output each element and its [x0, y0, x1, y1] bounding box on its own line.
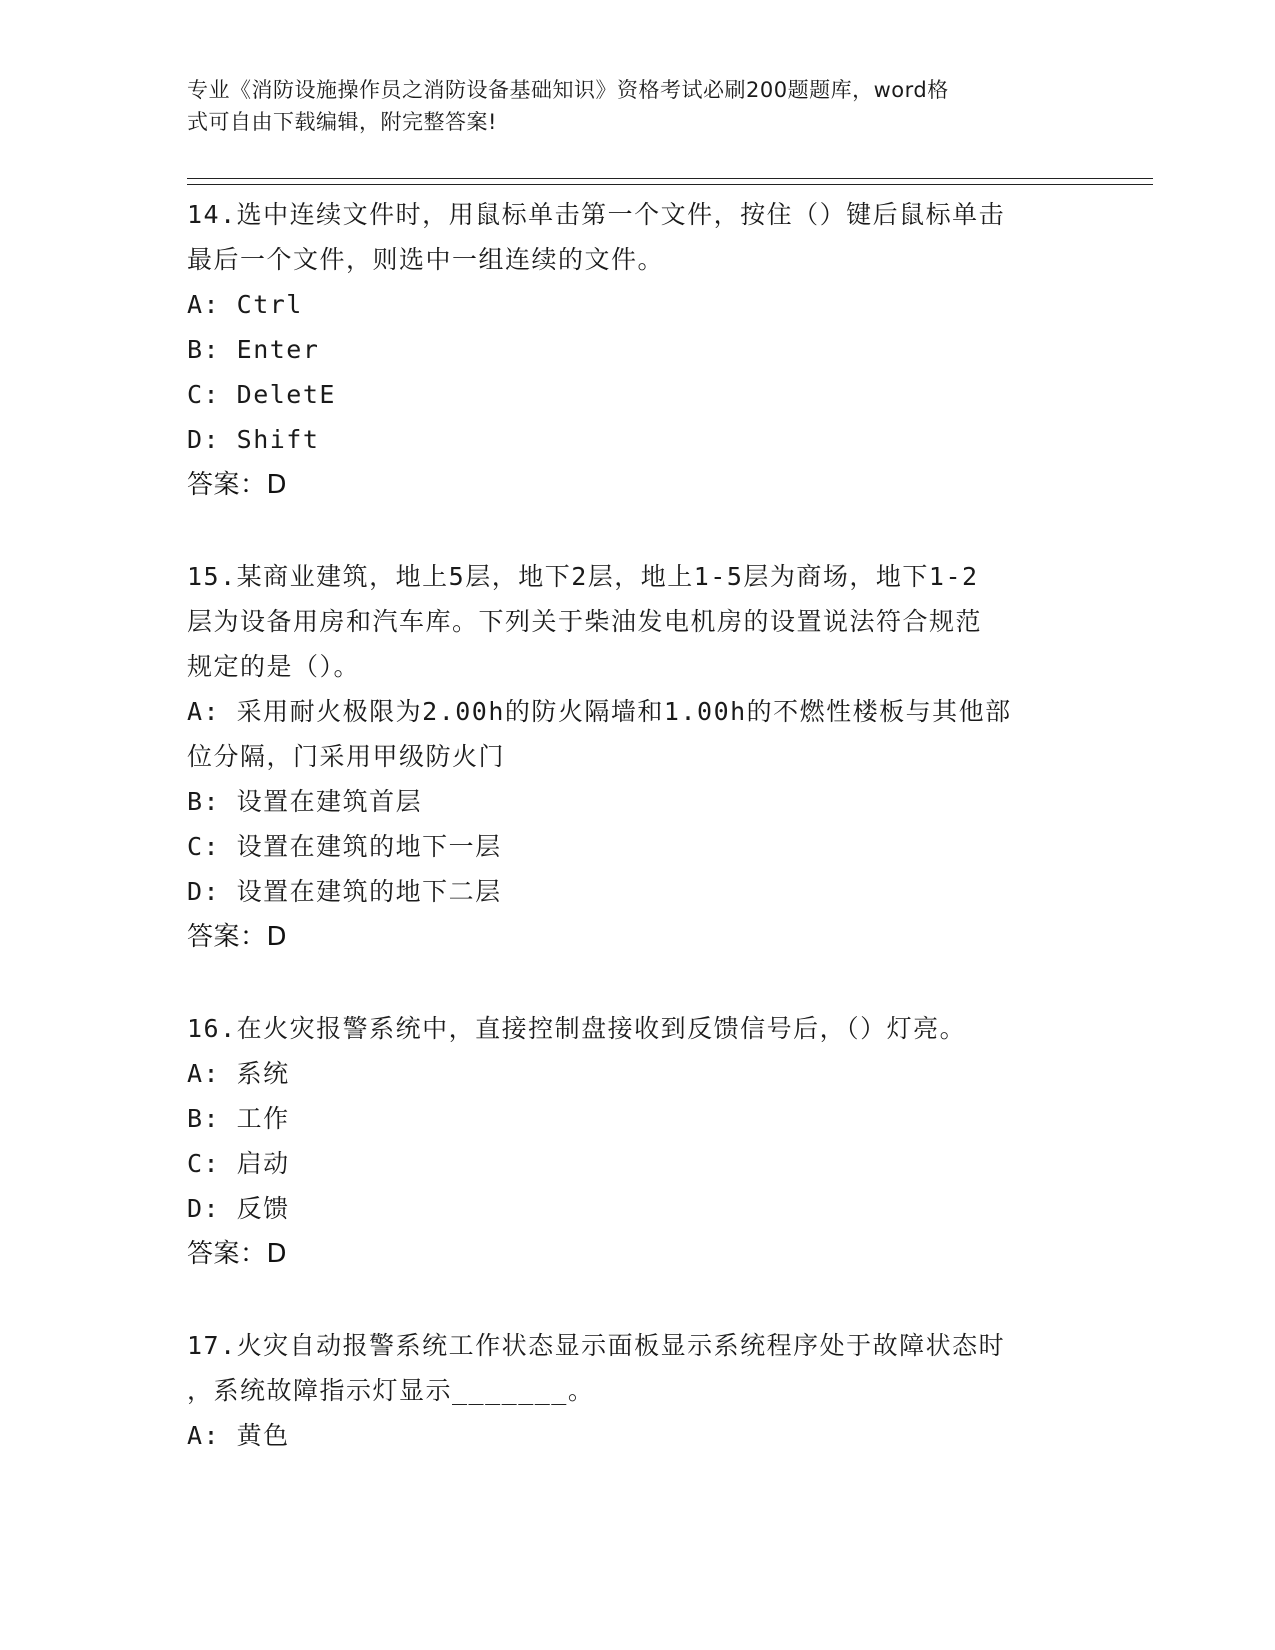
question-16: [187, 1006, 1087, 1277]
question-text: ，系统故障指示灯显示_______。: [187, 1376, 595, 1405]
question-text: 规定的是（）。: [187, 652, 361, 681]
option-a: A: 黄色: [187, 1421, 290, 1450]
option-c: C: 启动: [187, 1149, 290, 1178]
option-d: D: Shift: [187, 425, 320, 454]
question-15: [187, 554, 1087, 960]
option-d: D: 设置在建筑的地下二层: [187, 877, 502, 906]
question-text: 16.在火灾报警系统中，直接控制盘接收到反馈信号后，（）灯亮。: [187, 1014, 967, 1043]
option-a: A: 系统: [187, 1059, 290, 1088]
question-text: 最后一个文件，则选中一组连续的文件。: [187, 245, 665, 274]
question-text: 层为设备用房和汽车库。下列关于柴油发电机房的设置说法符合规范: [187, 607, 983, 636]
option-c: C: DeletE: [187, 380, 336, 409]
document-header: [187, 74, 1067, 138]
option-a-continued: 位分隔，门采用甲级防火门: [187, 742, 506, 771]
answer: 答案：D: [187, 1239, 288, 1269]
option-a: A: 采用耐火极限为2.00h的防火隔墙和1.00h的不燃性楼板与其他部: [187, 697, 1012, 726]
header-rule-top: [187, 178, 1153, 179]
option-c: C: 设置在建筑的地下一层: [187, 832, 502, 861]
question-list: [187, 192, 1087, 1504]
option-b: B: 工作: [187, 1104, 290, 1133]
question-17: [187, 1323, 1087, 1458]
question-text: 15.某商业建筑，地上5层，地下2层，地上1-5层为商场，地下1-2: [187, 562, 979, 591]
option-a: A: Ctrl: [187, 290, 303, 319]
question-text: 17.火灾自动报警系统工作状态显示面板显示系统程序处于故障状态时: [187, 1331, 1006, 1360]
header-line-2: 式可自由下载编辑，附完整答案!: [187, 110, 497, 134]
option-b: B: 设置在建筑首层: [187, 787, 423, 816]
option-b: B: Enter: [187, 335, 320, 364]
header-rule-bottom: [187, 184, 1153, 185]
header-line-1: 专业《消防设施操作员之消防设备基础知识》资格考试必刷200题题库，word格: [187, 78, 949, 102]
answer: 答案：D: [187, 922, 288, 952]
question-14: [187, 192, 1087, 508]
option-d: D: 反馈: [187, 1194, 290, 1223]
answer: 答案：D: [187, 470, 288, 500]
question-text: 14.选中连续文件时，用鼠标单击第一个文件，按住（）键后鼠标单击: [187, 200, 1006, 229]
